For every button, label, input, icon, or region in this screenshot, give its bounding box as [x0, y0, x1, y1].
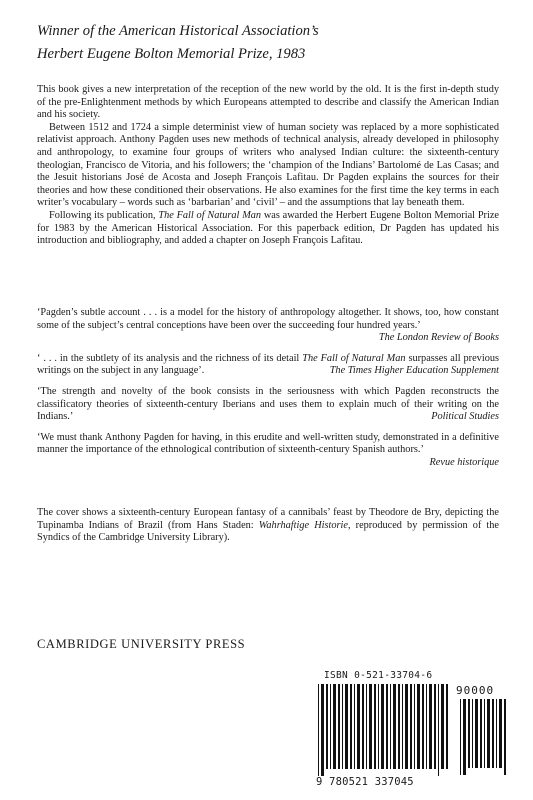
review-quote	[37, 386, 499, 424]
review-quotes	[37, 307, 499, 478]
barcode-bar	[321, 684, 324, 776]
quote-source: The Times Higher Education Supplement	[329, 365, 499, 377]
quote-text	[37, 353, 499, 378]
isbn-barcode	[316, 668, 510, 790]
quote-body: ‘Pagden’s subtle account . . . is a model for the history of anthropology altogether. It shows, too, how constant some of the subject’s central conceptions have been over the succeeding four hundred years.’	[37, 307, 499, 331]
barcode-bar	[369, 684, 372, 769]
barcode-bar	[468, 699, 470, 768]
barcode-bar	[362, 684, 364, 769]
barcode-bar	[504, 699, 506, 775]
ean-barcode-bars	[316, 684, 452, 778]
barcode-bar	[354, 684, 355, 769]
barcode-bar	[405, 684, 408, 769]
barcode-bar	[330, 684, 331, 769]
description-paragraph-3	[37, 210, 499, 248]
barcode-bar	[342, 684, 343, 769]
barcode-bar	[393, 684, 396, 769]
barcode-bar	[475, 699, 478, 768]
barcode-bar	[378, 684, 379, 769]
cover-note-end: , reproduced by permission of the Syndics of the Cambridge University Library).	[37, 519, 499, 544]
barcode-bar	[398, 684, 400, 769]
barcode-bar	[417, 684, 420, 769]
barcode-bar	[326, 684, 328, 769]
quote-body: ‘The strength and novelty of the book consists in the seriousness with which Pagden reconstructs the classificatory theories of sixteenth-century Iberians and uses them to explain much of their writing on the Indians.’	[37, 385, 499, 423]
barcode-bar	[402, 684, 403, 769]
cover-illustration-note	[37, 507, 499, 545]
barcode-bar	[357, 684, 360, 769]
review-quote	[37, 307, 499, 345]
barcode-bar	[381, 684, 384, 769]
quote-text	[37, 307, 499, 344]
description-paragraph-2: Between 1512 and 1724 a simple determinist view of human society was replaced by a more sophisticated relativist approach. Anthony Pagden uses new methods of technical analysis, already developed in philosophy and anthropology, to examine four groups of writers who analysed Indian culture: the sixteenth-century theologian, Francisco de Vitoria, and his followers; the ‘champion of the Indians’ Bartolomé de Las Casas; and the Jesuit historians José de Acosta and Joseph François Lafitau. Dr Pagden explains the sources for their theories and how these conditioned their observations. He also examines for the first time the key terms in each writer’s vocabulary – words such as ‘barbarian’ and ‘civil’ – and the assumptions that lay beneath them.	[37, 121, 499, 209]
barcode-bar	[463, 699, 466, 775]
quote-body-end: surpasses all previous writings on the subject in any language’.	[37, 352, 499, 377]
quote-source: Revue historique	[429, 456, 499, 468]
barcode-bar	[472, 699, 473, 768]
barcode-bar	[390, 684, 391, 769]
quote-body-start: ‘ . . . in the subtlety of its analysis and the richness of its detail	[37, 352, 303, 364]
barcode-bar	[410, 684, 412, 769]
description-paragraph-1: This book gives a new interpretation of the reception of the new world by the old. It is the first in-depth study of the pre-Enlightenment methods by which Europeans attempted to describe and classify the American Indian and his society.	[37, 84, 499, 121]
barcode-bar	[446, 684, 448, 769]
quote-text	[37, 386, 499, 424]
description-p3-end: was awarded the Herbert Eugene Bolton Memorial Prize for 1983 by the American Historical Association. For this paperback edition, Dr Pagden has updated his introduction and bibliography, and added a chapter on Joseph François Lafitau.	[37, 209, 499, 247]
barcode-bar	[366, 684, 367, 769]
quote-source: The London Review of Books	[378, 332, 499, 344]
cover-note-start: The cover shows a sixteenth-century European fantasy of a cannibals’ feast by Theodore de Bry, depicting the Tupinamba Indians of Brazil (from Hans Staden:	[37, 507, 499, 531]
cover-source-title: Wahrhaftige Historie	[258, 519, 348, 531]
award-statement	[37, 20, 507, 66]
publisher-name: CAMBRIDGE UNIVERSITY PRESS	[37, 637, 246, 651]
review-quote	[37, 432, 499, 470]
addon-barcode-bars	[458, 699, 508, 776]
barcode-bar	[422, 684, 424, 769]
barcode-bar	[386, 684, 388, 769]
barcode-bar	[338, 684, 340, 769]
book-title-italic: The Fall of Natural Man	[158, 209, 262, 221]
quote-source: Political Studies	[431, 411, 499, 423]
barcode-bar	[438, 684, 439, 776]
ean-digits: 9 780521 337045	[316, 776, 414, 788]
barcode-bar	[499, 699, 502, 768]
quote-text	[37, 431, 499, 468]
barcode-bar	[441, 684, 444, 769]
barcode-bar	[426, 684, 427, 769]
barcode-bar	[460, 699, 461, 775]
barcode-bar	[487, 699, 490, 768]
barcode-bar	[434, 684, 436, 769]
barcode-bar	[492, 699, 494, 768]
barcode-bar	[484, 699, 485, 768]
price-addon-code: 90000	[456, 684, 495, 697]
award-line-2: Herbert Eugene Bolton Memorial Prize, 1983	[37, 46, 306, 62]
award-line-1: Winner of the American Historical Association’s	[37, 23, 319, 39]
isbn-label: ISBN 0-521-33704-6	[324, 670, 433, 681]
barcode-bar	[429, 684, 432, 769]
description-p3-start: Following its publication,	[49, 209, 159, 221]
barcode-bar	[374, 684, 376, 769]
quote-book-title: The Fall of Natural Man	[302, 352, 406, 364]
barcode-bar	[333, 684, 336, 769]
review-quote	[37, 353, 499, 378]
barcode-bar	[480, 699, 482, 768]
barcode-bar	[345, 684, 348, 769]
barcode-bar	[414, 684, 415, 769]
barcode-bar	[318, 684, 319, 776]
barcode-bar	[350, 684, 352, 769]
barcode-bar	[496, 699, 497, 768]
quote-body: ‘We must thank Anthony Pagden for having, in this erudite and well-written study, demonstrated in a definitive manner the importance of the ethnological contribution of sixteenth-century Spanish authors.’	[37, 431, 499, 456]
book-description	[37, 84, 499, 248]
